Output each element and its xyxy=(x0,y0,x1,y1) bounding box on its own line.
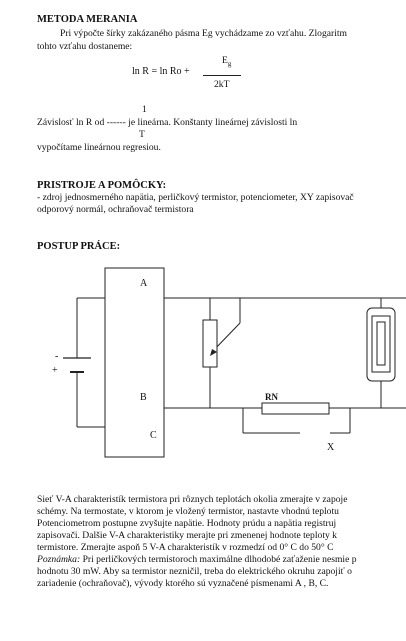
rn-resistor xyxy=(262,403,329,414)
paragraph-line-8: zariadenie (ochraňovač), vývody ktorého sú vyznačené písmenami A , B, C. xyxy=(37,578,329,589)
instruments-line-2: odporový normál, ochraňovač termistora xyxy=(37,204,194,215)
dependence-numerator-one: 1 xyxy=(142,104,147,115)
paragraph-line-6: Poznámka: Pri perličkových termistoroch maximálne dlhodobé zaťaženie nesmie p xyxy=(37,554,357,565)
section-heading-method: METODA MERANIA xyxy=(37,14,138,25)
battery-plus-label: + xyxy=(52,365,58,376)
x-label: X xyxy=(327,442,335,453)
thermistor-element xyxy=(377,322,385,365)
equation-numerator: $E_g$ xyxy=(222,55,232,68)
paragraph-line-7: hodnotu 30 mW. Aby sa termistor nezničil, treba do elektrického okruhu zapojiť o xyxy=(37,566,352,577)
dependence-text-line-2: vypočítame lineárnou regresiou. xyxy=(37,142,161,153)
paragraph-line-5: termistore. Zmerajte aspoň 5 V-A charakteristík v rozmedzí od 0° C do 50° C xyxy=(37,542,334,553)
instruments-line-1: - zdroj jednosmerného napätia, perličkový termistor, potenciometer, XY zapisovač xyxy=(37,192,354,203)
protector-box xyxy=(105,268,164,457)
paragraph-line-1: Sieť V-A charakteristík termistora pri rôznych teplotách okolia zmerajte v zapoje xyxy=(37,494,348,505)
terminal-label-B: B xyxy=(140,392,147,403)
terminal-label-A: A xyxy=(140,278,148,289)
note-label: Poznámka: xyxy=(37,554,81,565)
section-heading-instruments: PRISTROJE A POMÔCKY: xyxy=(37,180,167,191)
method-text-line-2: tohto vzťahu dostaneme: xyxy=(37,41,133,52)
method-text-line-1: Pri výpočte šírky zakázaného pásma Eg vychádzame zo vzťahu. Zlogaritm xyxy=(60,28,348,39)
paragraph-line-2: schémy. Na termostate, v ktorom je vložený termistor, nastavte vhodnú teplotu xyxy=(37,506,339,517)
equation-denominator: 2kT xyxy=(214,79,230,90)
terminal-label-C: C xyxy=(150,430,157,441)
dependence-denominator-T: T xyxy=(139,129,145,140)
paragraph-line-3: Potenciometrom postupne zvyšujte napätie. Hodnoty prúdu a napätia registruj xyxy=(37,518,337,529)
potentiometer-resistor xyxy=(203,320,217,367)
equation-left-side: ln R = ln Ro + xyxy=(132,66,190,77)
rn-label: RN xyxy=(265,392,278,402)
battery-minus-label: - xyxy=(55,351,59,362)
dependence-text-line: Závislosť ln R od ------ je lineárna. Konštanty lineárnej závislosti ln xyxy=(37,117,298,128)
paragraph-line-4: zapisovači. Dalšie V-A charakteristiky merajte pri zmenenej hodnote teploty k xyxy=(37,530,337,541)
section-heading-procedure: POSTUP PRÁCE: xyxy=(37,241,121,252)
